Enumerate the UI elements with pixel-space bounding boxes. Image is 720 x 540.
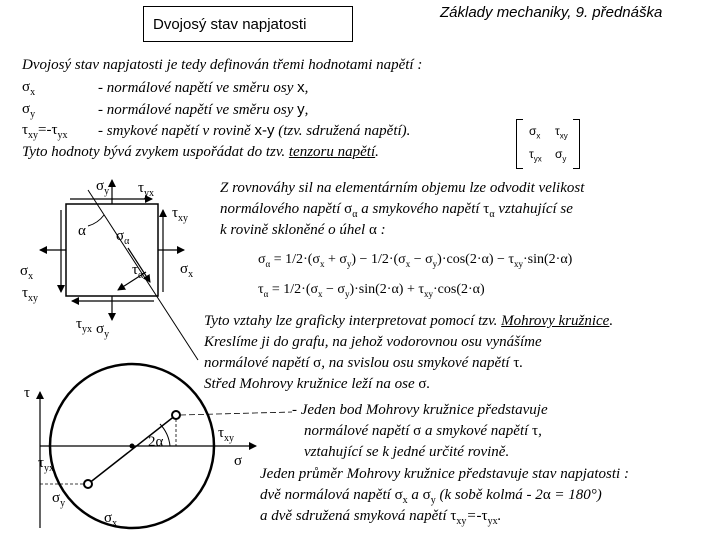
label-tau-xy-right: $\tau_{xy}$ (172, 205, 189, 224)
label-sigma-y-bottom: $\sigma_y$ (96, 321, 110, 340)
mohr-dash-tau-xy (180, 412, 292, 415)
mohr-line-1: Tyto vztahy lze graficky interpretovat pomocí tzv. Mohrovy kružnice. (204, 313, 614, 329)
label-sigma-alpha: $\sigma_\alpha$ (116, 228, 130, 247)
matrix-cell-sigma-y: $\sigma_y$ (555, 147, 567, 164)
point-line-3: vztahující se k jedné určité rovině. (304, 444, 510, 460)
equilibrium-line-3: k rovině skloněné o úhel α : (220, 222, 386, 238)
label-sigma-x-left: $\sigma_x$ (20, 263, 34, 282)
diameter-line-1: Jeden průměr Mohrovy kružnice představuje stav napjatosti : (260, 466, 629, 482)
label-sigma-x-right: $\sigma_x$ (180, 261, 194, 280)
mohr-line-4: Střed Mohrovy kružnice leží na ose σ. (204, 376, 431, 392)
point-line-1: - Jeden bod Mohrovy kružnice představuje (292, 402, 548, 418)
intro-item-sigma-y: $\sigma_y$ - normálové napětí ve směru osy y, (22, 101, 309, 120)
mohr-circle-link[interactable]: Mohrovy kružnice (501, 313, 610, 329)
label-alpha: α (78, 223, 86, 239)
point-line-2: normálové napětí σ a smykové napětí τ, (304, 423, 542, 439)
diameter-line-3: a dvě sdružená smyková napětí $\tau_{xy}=-\tau_{yx}$. (260, 508, 502, 527)
intro-item-sigma-x: $\sigma_x$ - normálové napětí ve směru osy x, (22, 79, 309, 98)
equilibrium-line-1: Z rovnováhy sil na elementárním objemu lze odvodit velikost (220, 180, 585, 196)
diameter-line-2: dvě normálová napětí $\sigma_x$ a $\sigma_y$ (k sobě kolmá - 2α = 180°) (260, 487, 602, 506)
matrix-cell-sigma-x: $\sigma_x$ (529, 124, 541, 141)
tensor-line: Tyto hodnoty bývá zvykem uspořádat do tzv. tenzoru napětí. (22, 144, 379, 160)
element-square (66, 204, 158, 296)
matrix-cell-tau-xy: $\tau_{xy}$ (555, 124, 568, 141)
mohr-label-sigma-x: $\sigma_x$ (104, 510, 118, 529)
mohr-point-y (84, 480, 92, 488)
mohr-label-sigma: σ (234, 453, 243, 469)
header-box-title: Dvojosý stav napjatosti (153, 16, 307, 33)
mohr-label-tau-yx: $\tau_{yx}$ (38, 455, 55, 474)
label-tau-xy-left: $\tau_{xy}$ (22, 285, 39, 304)
mohr-line-2: Kreslíme ji do grafu, na jehož vodorovnou osu vynášíme (204, 334, 542, 350)
mohr-label-two-alpha: 2α (148, 434, 164, 450)
label-tau-yx-top: $\tau_{yx}$ (138, 180, 155, 199)
label-sigma-y-top: $\sigma_y$ (96, 178, 110, 197)
lecture-title: Základy mechaniky, 9. přednáška (440, 4, 663, 21)
mohr-point-x (172, 411, 180, 419)
mohr-line-3: normálové napětí σ, na svislou osu smykové napětí τ. (204, 355, 524, 371)
matrix-cell-tau-yx: $\tau_{yx}$ (529, 147, 542, 164)
equilibrium-line-2: normálového napětí $\sigma_\alpha$ a smykového napětí $\tau_\alpha$ vztahující se (220, 201, 573, 220)
mohr-center (130, 444, 135, 449)
alpha-arc (88, 215, 104, 226)
label-tau-alpha: $\tau_\alpha$ (132, 262, 144, 281)
formula-sigma-alpha: $\sigma_\alpha = 1/2\cdot(\sigma_x + \sigma_y) - 1/2\cdot(\sigma_x - \sigma_y)\cdot\cos(2\cdot\alpha) - \tau_{xy}\cdot\sin(2\cdot\alpha)$ (258, 252, 573, 269)
mohr-label-sigma-y: $\sigma_y$ (52, 490, 66, 509)
tensor-link[interactable]: tenzoru napětí (288, 144, 376, 160)
formula-tau-alpha: $\tau_\alpha = 1/2\cdot(\sigma_x - \sigma_y)\cdot\sin(2\cdot\alpha) + \tau_{xy}\cdot\cos(2\cdot\alpha)$ (258, 282, 485, 299)
intro-tau-line: $\tau_{xy}=-\tau_{yx}$ - smykové napětí v rovině x-y (tzv. sdružená napětí). (22, 122, 411, 141)
label-tau-yx-bottom: $\tau_{yx}$ (76, 316, 93, 335)
mohr-label-tau-axis: τ (24, 385, 31, 401)
mohr-label-tau-xy: $\tau_{xy}$ (218, 425, 235, 444)
intro-line: Dvojosý stav napjatosti je tedy definován třemi hodnotami napětí : (22, 57, 423, 73)
